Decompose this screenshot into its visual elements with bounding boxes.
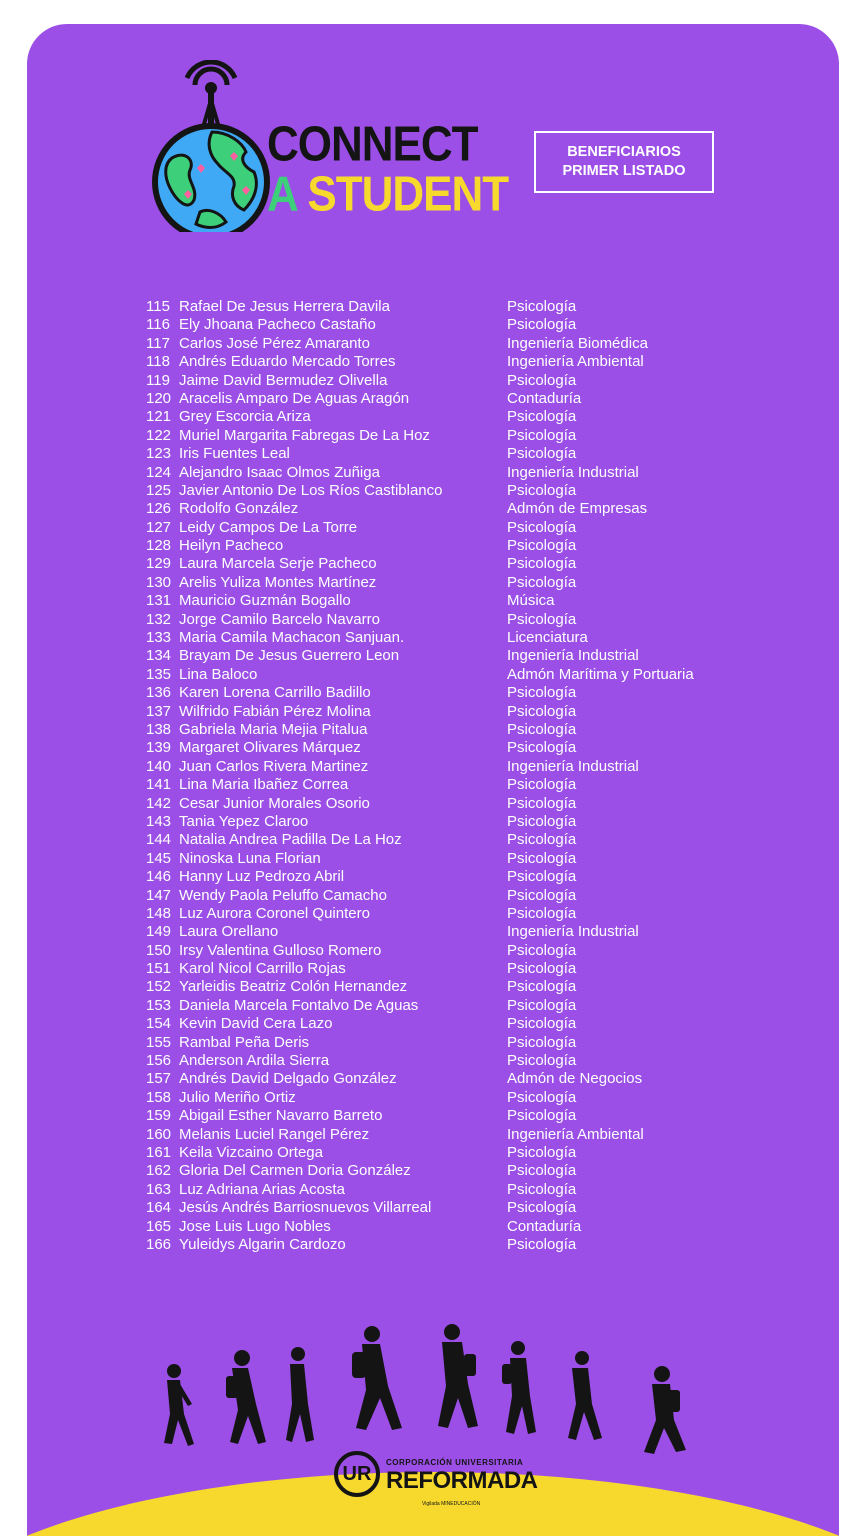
beneficiary-row bbox=[146, 464, 786, 482]
beneficiary-name: Wilfrido Fabián Pérez Molina bbox=[179, 702, 371, 720]
beneficiary-name: Cesar Junior Morales Osorio bbox=[179, 794, 370, 812]
beneficiary-row bbox=[146, 1181, 786, 1199]
badge-line2: PRIMER LISTADO bbox=[562, 163, 686, 179]
beneficiary-name: Gabriela Maria Mejia Pitalua bbox=[179, 720, 368, 738]
beneficiary-row bbox=[146, 776, 786, 794]
beneficiary-name: Leidy Campos De La Torre bbox=[179, 518, 358, 536]
beneficiary-name: Andrés David Delgado González bbox=[179, 1070, 397, 1088]
beneficiary-career: Ingeniería Industrial bbox=[507, 757, 639, 775]
beneficiary-career: Psicología bbox=[507, 996, 577, 1014]
beneficiary-name: Grey Escorcia Ariza bbox=[179, 408, 311, 426]
beneficiary-name: Yuleidys Algarin Cardozo bbox=[179, 1235, 346, 1253]
footer-top-line: CORPORACIÓN UNIVERSITARIA bbox=[386, 1458, 524, 1467]
beneficiary-name: Lina Baloco bbox=[179, 665, 258, 683]
beneficiary-row bbox=[146, 831, 786, 849]
beneficiary-name: Abigail Esther Navarro Barreto bbox=[179, 1107, 383, 1125]
beneficiary-number: 137 bbox=[146, 702, 172, 720]
beneficiary-name: Hanny Luz Pedrozo Abril bbox=[179, 868, 345, 886]
footer-main-line: REFORMADA bbox=[386, 1467, 538, 1494]
beneficiary-number: 119 bbox=[146, 371, 170, 389]
beneficiary-career: Psicología bbox=[507, 739, 577, 757]
beneficiary-number: 138 bbox=[146, 720, 172, 738]
beneficiary-career: Psicología bbox=[507, 573, 577, 591]
beneficiaries-list bbox=[146, 298, 786, 1254]
beneficiary-name: Carlos José Pérez Amaranto bbox=[179, 334, 370, 352]
beneficiary-number: 133 bbox=[146, 629, 172, 647]
beneficiary-name: Karol Nicol Carrillo Rojas bbox=[179, 960, 346, 978]
beneficiary-row bbox=[146, 1126, 786, 1144]
beneficiary-name: Anderson Ardila Sierra bbox=[179, 1052, 330, 1070]
beneficiary-career: Psicología bbox=[507, 978, 577, 996]
beneficiary-name: Laura Orellano bbox=[179, 923, 279, 941]
beneficiary-career: Admón de Empresas bbox=[507, 500, 648, 518]
beneficiary-number: 120 bbox=[146, 389, 172, 407]
beneficiary-number: 139 bbox=[146, 739, 172, 757]
beneficiary-number: 135 bbox=[146, 665, 172, 683]
beneficiary-row bbox=[146, 592, 786, 610]
beneficiary-career: Licenciatura bbox=[507, 629, 588, 647]
beneficiary-row bbox=[146, 1199, 786, 1217]
beneficiary-career: Psicología bbox=[507, 960, 577, 978]
beneficiary-career: Admón de Negocios bbox=[507, 1070, 643, 1088]
beneficiary-row bbox=[146, 390, 786, 408]
beneficiary-career: Psicología bbox=[507, 904, 577, 922]
beneficiary-row bbox=[146, 555, 786, 573]
beneficiary-row bbox=[146, 1162, 786, 1180]
beneficiary-row bbox=[146, 316, 786, 334]
beneficiary-name: Jose Luis Lugo Nobles bbox=[179, 1217, 331, 1235]
beneficiary-number: 142 bbox=[146, 794, 172, 812]
beneficiary-row bbox=[146, 795, 786, 813]
beneficiary-number: 146 bbox=[146, 868, 172, 886]
beneficiary-number: 141 bbox=[146, 776, 172, 794]
beneficiary-name: Jesús Andrés Barriosnuevos Villarreal bbox=[179, 1199, 432, 1217]
footer-sub-line: Vigilada MINEDUCACIÓN bbox=[422, 1501, 481, 1507]
beneficiary-number: 154 bbox=[146, 1015, 172, 1033]
beneficiary-career: Psicología bbox=[507, 518, 577, 536]
connect-a-student-logo bbox=[267, 116, 509, 222]
beneficiary-row bbox=[146, 1144, 786, 1162]
beneficiary-career: Psicología bbox=[507, 684, 577, 702]
beneficiary-name: Luz Adriana Arias Acosta bbox=[179, 1180, 345, 1198]
beneficiary-career: Psicología bbox=[507, 371, 577, 389]
beneficiary-row bbox=[146, 813, 786, 831]
beneficiary-name: Rafael De Jesus Herrera Davila bbox=[179, 298, 390, 315]
beneficiary-row bbox=[146, 887, 786, 905]
beneficiary-career: Psicología bbox=[507, 537, 577, 555]
beneficiary-name: Julio Meriño Ortiz bbox=[179, 1088, 296, 1106]
beneficiary-career: Psicología bbox=[507, 1162, 577, 1180]
beneficiary-number: 148 bbox=[146, 904, 172, 922]
beneficiary-name: Wendy Paola Peluffo Camacho bbox=[179, 886, 387, 904]
beneficiary-row bbox=[146, 335, 786, 353]
beneficiary-row bbox=[146, 298, 786, 316]
beneficiary-career: Psicología bbox=[507, 1180, 577, 1198]
beneficiary-row bbox=[146, 482, 786, 500]
beneficiary-name: Laura Marcela Serje Pacheco bbox=[179, 555, 377, 573]
beneficiary-row bbox=[146, 997, 786, 1015]
beneficiary-row bbox=[146, 611, 786, 629]
beneficiary-number: 121 bbox=[146, 408, 172, 426]
beneficiary-name: Muriel Margarita Fabregas De La Hoz bbox=[179, 426, 430, 444]
beneficiary-number: 122 bbox=[146, 426, 172, 444]
beneficiary-career: Psicología bbox=[507, 1143, 577, 1161]
beneficiary-career: Psicología bbox=[507, 776, 577, 794]
beneficiary-row bbox=[146, 408, 786, 426]
beneficiary-number: 161 bbox=[146, 1143, 172, 1161]
beneficiary-career: Psicología bbox=[507, 1235, 577, 1253]
beneficiary-row bbox=[146, 758, 786, 776]
beneficiary-name: Irsy Valentina Gulloso Romero bbox=[179, 941, 382, 959]
beneficiary-row bbox=[146, 684, 786, 702]
beneficiary-name: Alejandro Isaac Olmos Zuñiga bbox=[179, 463, 380, 481]
beneficiary-number: 127 bbox=[146, 518, 172, 536]
logo-student: STUDENT bbox=[307, 166, 509, 222]
beneficiary-row bbox=[146, 445, 786, 463]
beneficiary-name: Ninoska Luna Florian bbox=[179, 849, 321, 867]
beneficiary-name: Mauricio Guzmán Bogallo bbox=[179, 592, 351, 610]
beneficiary-number: 147 bbox=[146, 886, 172, 904]
beneficiary-row bbox=[146, 1218, 786, 1236]
beneficiary-row bbox=[146, 721, 786, 739]
beneficiary-row bbox=[146, 905, 786, 923]
beneficiary-name: Kevin David Cera Lazo bbox=[179, 1015, 333, 1033]
beneficiary-number: 118 bbox=[146, 353, 170, 371]
beneficiary-career: Psicología bbox=[507, 481, 577, 499]
beneficiary-career: Contaduría bbox=[507, 389, 582, 407]
beneficiary-number: 156 bbox=[146, 1052, 172, 1070]
beneficiary-career: Psicología bbox=[507, 426, 577, 444]
logo-a: A bbox=[267, 166, 297, 222]
beneficiary-career: Psicología bbox=[507, 555, 577, 573]
beneficiary-number: 160 bbox=[146, 1125, 172, 1143]
beneficiary-name: Karen Lorena Carrillo Badillo bbox=[179, 684, 371, 702]
beneficiary-number: 155 bbox=[146, 1033, 172, 1051]
beneficiary-number: 134 bbox=[146, 647, 172, 665]
beneficiary-row bbox=[146, 703, 786, 721]
beneficiary-row bbox=[146, 1107, 786, 1125]
ur-logo-icon: UR bbox=[334, 1451, 380, 1497]
beneficiary-row bbox=[146, 850, 786, 868]
beneficiary-row bbox=[146, 923, 786, 941]
beneficiary-row bbox=[146, 372, 786, 390]
beneficiary-row bbox=[146, 1034, 786, 1052]
beneficiary-number: 143 bbox=[146, 812, 172, 830]
beneficiary-row bbox=[146, 666, 786, 684]
beneficiary-number: 136 bbox=[146, 684, 172, 702]
reformada-university-logo bbox=[334, 1451, 538, 1521]
beneficiary-number: 144 bbox=[146, 831, 172, 849]
beneficiary-row bbox=[146, 1236, 786, 1254]
beneficiary-number: 159 bbox=[146, 1107, 172, 1125]
beneficiary-name: Juan Carlos Rivera Martinez bbox=[179, 757, 369, 775]
globe-antenna-icon bbox=[150, 60, 272, 232]
beneficiary-row bbox=[146, 647, 786, 665]
beneficiary-number: 157 bbox=[146, 1070, 172, 1088]
beneficiary-number: 164 bbox=[146, 1199, 172, 1217]
beneficiary-name: Maria Camila Machacon Sanjuan. bbox=[179, 629, 405, 647]
beneficiary-row bbox=[146, 942, 786, 960]
beneficiary-name: Rambal Peña Deris bbox=[179, 1033, 310, 1051]
beneficiary-row bbox=[146, 427, 786, 445]
beneficiary-number: 124 bbox=[146, 463, 172, 481]
beneficiary-row bbox=[146, 960, 786, 978]
beneficiary-row bbox=[146, 1052, 786, 1070]
beneficiary-name: Keila Vizcaino Ortega bbox=[179, 1143, 323, 1161]
beneficiary-name: Melanis Luciel Rangel Pérez bbox=[179, 1125, 370, 1143]
beneficiary-name: Arelis Yuliza Montes Martínez bbox=[179, 573, 377, 591]
beneficiary-name: Iris Fuentes Leal bbox=[179, 445, 290, 463]
beneficiary-career: Psicología bbox=[507, 849, 577, 867]
beneficiary-career: Psicología bbox=[507, 1033, 577, 1051]
beneficiary-name: Aracelis Amparo De Aguas Aragón bbox=[179, 389, 410, 407]
beneficiary-career: Psicología bbox=[507, 316, 577, 334]
beneficiary-career: Admón Marítima y Portuaria bbox=[507, 665, 694, 683]
beneficiary-career: Psicología bbox=[507, 1015, 577, 1033]
logo-connect: CONNECT bbox=[267, 116, 478, 172]
beneficiary-number: 126 bbox=[146, 500, 172, 518]
beneficiary-number: 140 bbox=[146, 757, 172, 775]
beneficiary-row bbox=[146, 353, 786, 371]
beneficiary-career: Psicología bbox=[507, 408, 577, 426]
beneficiary-number: 165 bbox=[146, 1217, 172, 1235]
beneficiary-name: Heilyn Pacheco bbox=[179, 537, 284, 555]
beneficiary-number: 166 bbox=[146, 1235, 172, 1253]
list-title-badge bbox=[534, 131, 714, 193]
beneficiary-name: Rodolfo González bbox=[179, 500, 299, 518]
beneficiary-number: 162 bbox=[146, 1162, 172, 1180]
beneficiary-career: Ingeniería Industrial bbox=[507, 923, 639, 941]
beneficiary-number: 128 bbox=[146, 537, 172, 555]
beneficiary-career: Música bbox=[507, 592, 555, 610]
beneficiary-career: Ingeniería Biomédica bbox=[507, 334, 648, 352]
beneficiary-career: Psicología bbox=[507, 868, 577, 886]
beneficiary-name: Tania Yepez Claroo bbox=[179, 812, 309, 830]
beneficiary-career: Psicología bbox=[507, 1107, 577, 1125]
beneficiary-career: Psicología bbox=[507, 445, 577, 463]
beneficiary-name: Daniela Marcela Fontalvo De Aguas bbox=[179, 996, 419, 1014]
beneficiary-name: Javier Antonio De Los Ríos Castiblanco bbox=[179, 481, 443, 499]
beneficiary-career: Ingeniería Industrial bbox=[507, 463, 639, 481]
beneficiary-career: Psicología bbox=[507, 794, 577, 812]
beneficiary-name: Yarleidis Beatriz Colón Hernandez bbox=[179, 978, 408, 996]
beneficiary-number: 130 bbox=[146, 573, 172, 591]
beneficiary-career: Psicología bbox=[507, 941, 577, 959]
beneficiary-row bbox=[146, 537, 786, 555]
beneficiary-number: 131 bbox=[146, 592, 172, 610]
beneficiary-career: Psicología bbox=[507, 886, 577, 904]
beneficiary-career: Psicología bbox=[507, 831, 577, 849]
beneficiary-name: Jorge Camilo Barcelo Navarro bbox=[179, 610, 380, 628]
beneficiary-name: Brayam De Jesus Guerrero Leon bbox=[179, 647, 400, 665]
beneficiary-career: Psicología bbox=[507, 812, 577, 830]
beneficiary-name: Lina Maria Ibañez Correa bbox=[179, 776, 349, 794]
beneficiary-career: Psicología bbox=[507, 298, 577, 315]
beneficiary-career: Ingeniería Industrial bbox=[507, 647, 639, 665]
beneficiary-number: 117 bbox=[146, 334, 170, 352]
logo-a-student bbox=[267, 166, 509, 222]
beneficiary-name: Andrés Eduardo Mercado Torres bbox=[179, 353, 396, 371]
beneficiary-name: Luz Aurora Coronel Quintero bbox=[179, 904, 370, 922]
beneficiary-number: 152 bbox=[146, 978, 172, 996]
beneficiary-number: 115 bbox=[146, 298, 170, 315]
beneficiary-name: Ely Jhoana Pacheco Castaño bbox=[179, 316, 376, 334]
beneficiary-row bbox=[146, 978, 786, 996]
beneficiary-number: 116 bbox=[146, 316, 170, 334]
beneficiary-career: Psicología bbox=[507, 1199, 577, 1217]
beneficiary-number: 151 bbox=[146, 960, 172, 978]
beneficiary-number: 149 bbox=[146, 923, 172, 941]
beneficiary-row bbox=[146, 1015, 786, 1033]
beneficiary-name: Jaime David Bermudez Olivella bbox=[179, 371, 388, 389]
beneficiary-career: Contaduría bbox=[507, 1217, 582, 1235]
beneficiary-row bbox=[146, 500, 786, 518]
beneficiary-number: 153 bbox=[146, 996, 172, 1014]
beneficiary-name: Gloria Del Carmen Doria González bbox=[179, 1162, 411, 1180]
beneficiary-number: 145 bbox=[146, 849, 172, 867]
beneficiary-row bbox=[146, 629, 786, 647]
beneficiary-career: Psicología bbox=[507, 1052, 577, 1070]
beneficiary-row bbox=[146, 574, 786, 592]
beneficiary-row bbox=[146, 519, 786, 537]
beneficiary-number: 125 bbox=[146, 481, 172, 499]
beneficiary-number: 163 bbox=[146, 1180, 172, 1198]
beneficiary-number: 129 bbox=[146, 555, 172, 573]
beneficiary-row bbox=[146, 1089, 786, 1107]
beneficiary-name: Margaret Olivares Márquez bbox=[179, 739, 361, 757]
beneficiary-career: Psicología bbox=[507, 702, 577, 720]
beneficiary-number: 150 bbox=[146, 941, 172, 959]
beneficiary-career: Psicología bbox=[507, 720, 577, 738]
beneficiary-number: 158 bbox=[146, 1088, 172, 1106]
beneficiary-row bbox=[146, 1070, 786, 1088]
beneficiary-row bbox=[146, 868, 786, 886]
beneficiary-row bbox=[146, 739, 786, 757]
badge-line1: BENEFICIARIOS bbox=[567, 144, 681, 160]
beneficiary-career: Psicología bbox=[507, 1088, 577, 1106]
beneficiary-number: 123 bbox=[146, 445, 172, 463]
poster-card bbox=[27, 24, 839, 1536]
beneficiary-name: Natalia Andrea Padilla De La Hoz bbox=[179, 831, 402, 849]
beneficiary-career: Ingeniería Ambiental bbox=[507, 1125, 644, 1143]
beneficiary-career: Psicología bbox=[507, 610, 577, 628]
beneficiary-career: Ingeniería Ambiental bbox=[507, 353, 644, 371]
beneficiary-number: 132 bbox=[146, 610, 172, 628]
